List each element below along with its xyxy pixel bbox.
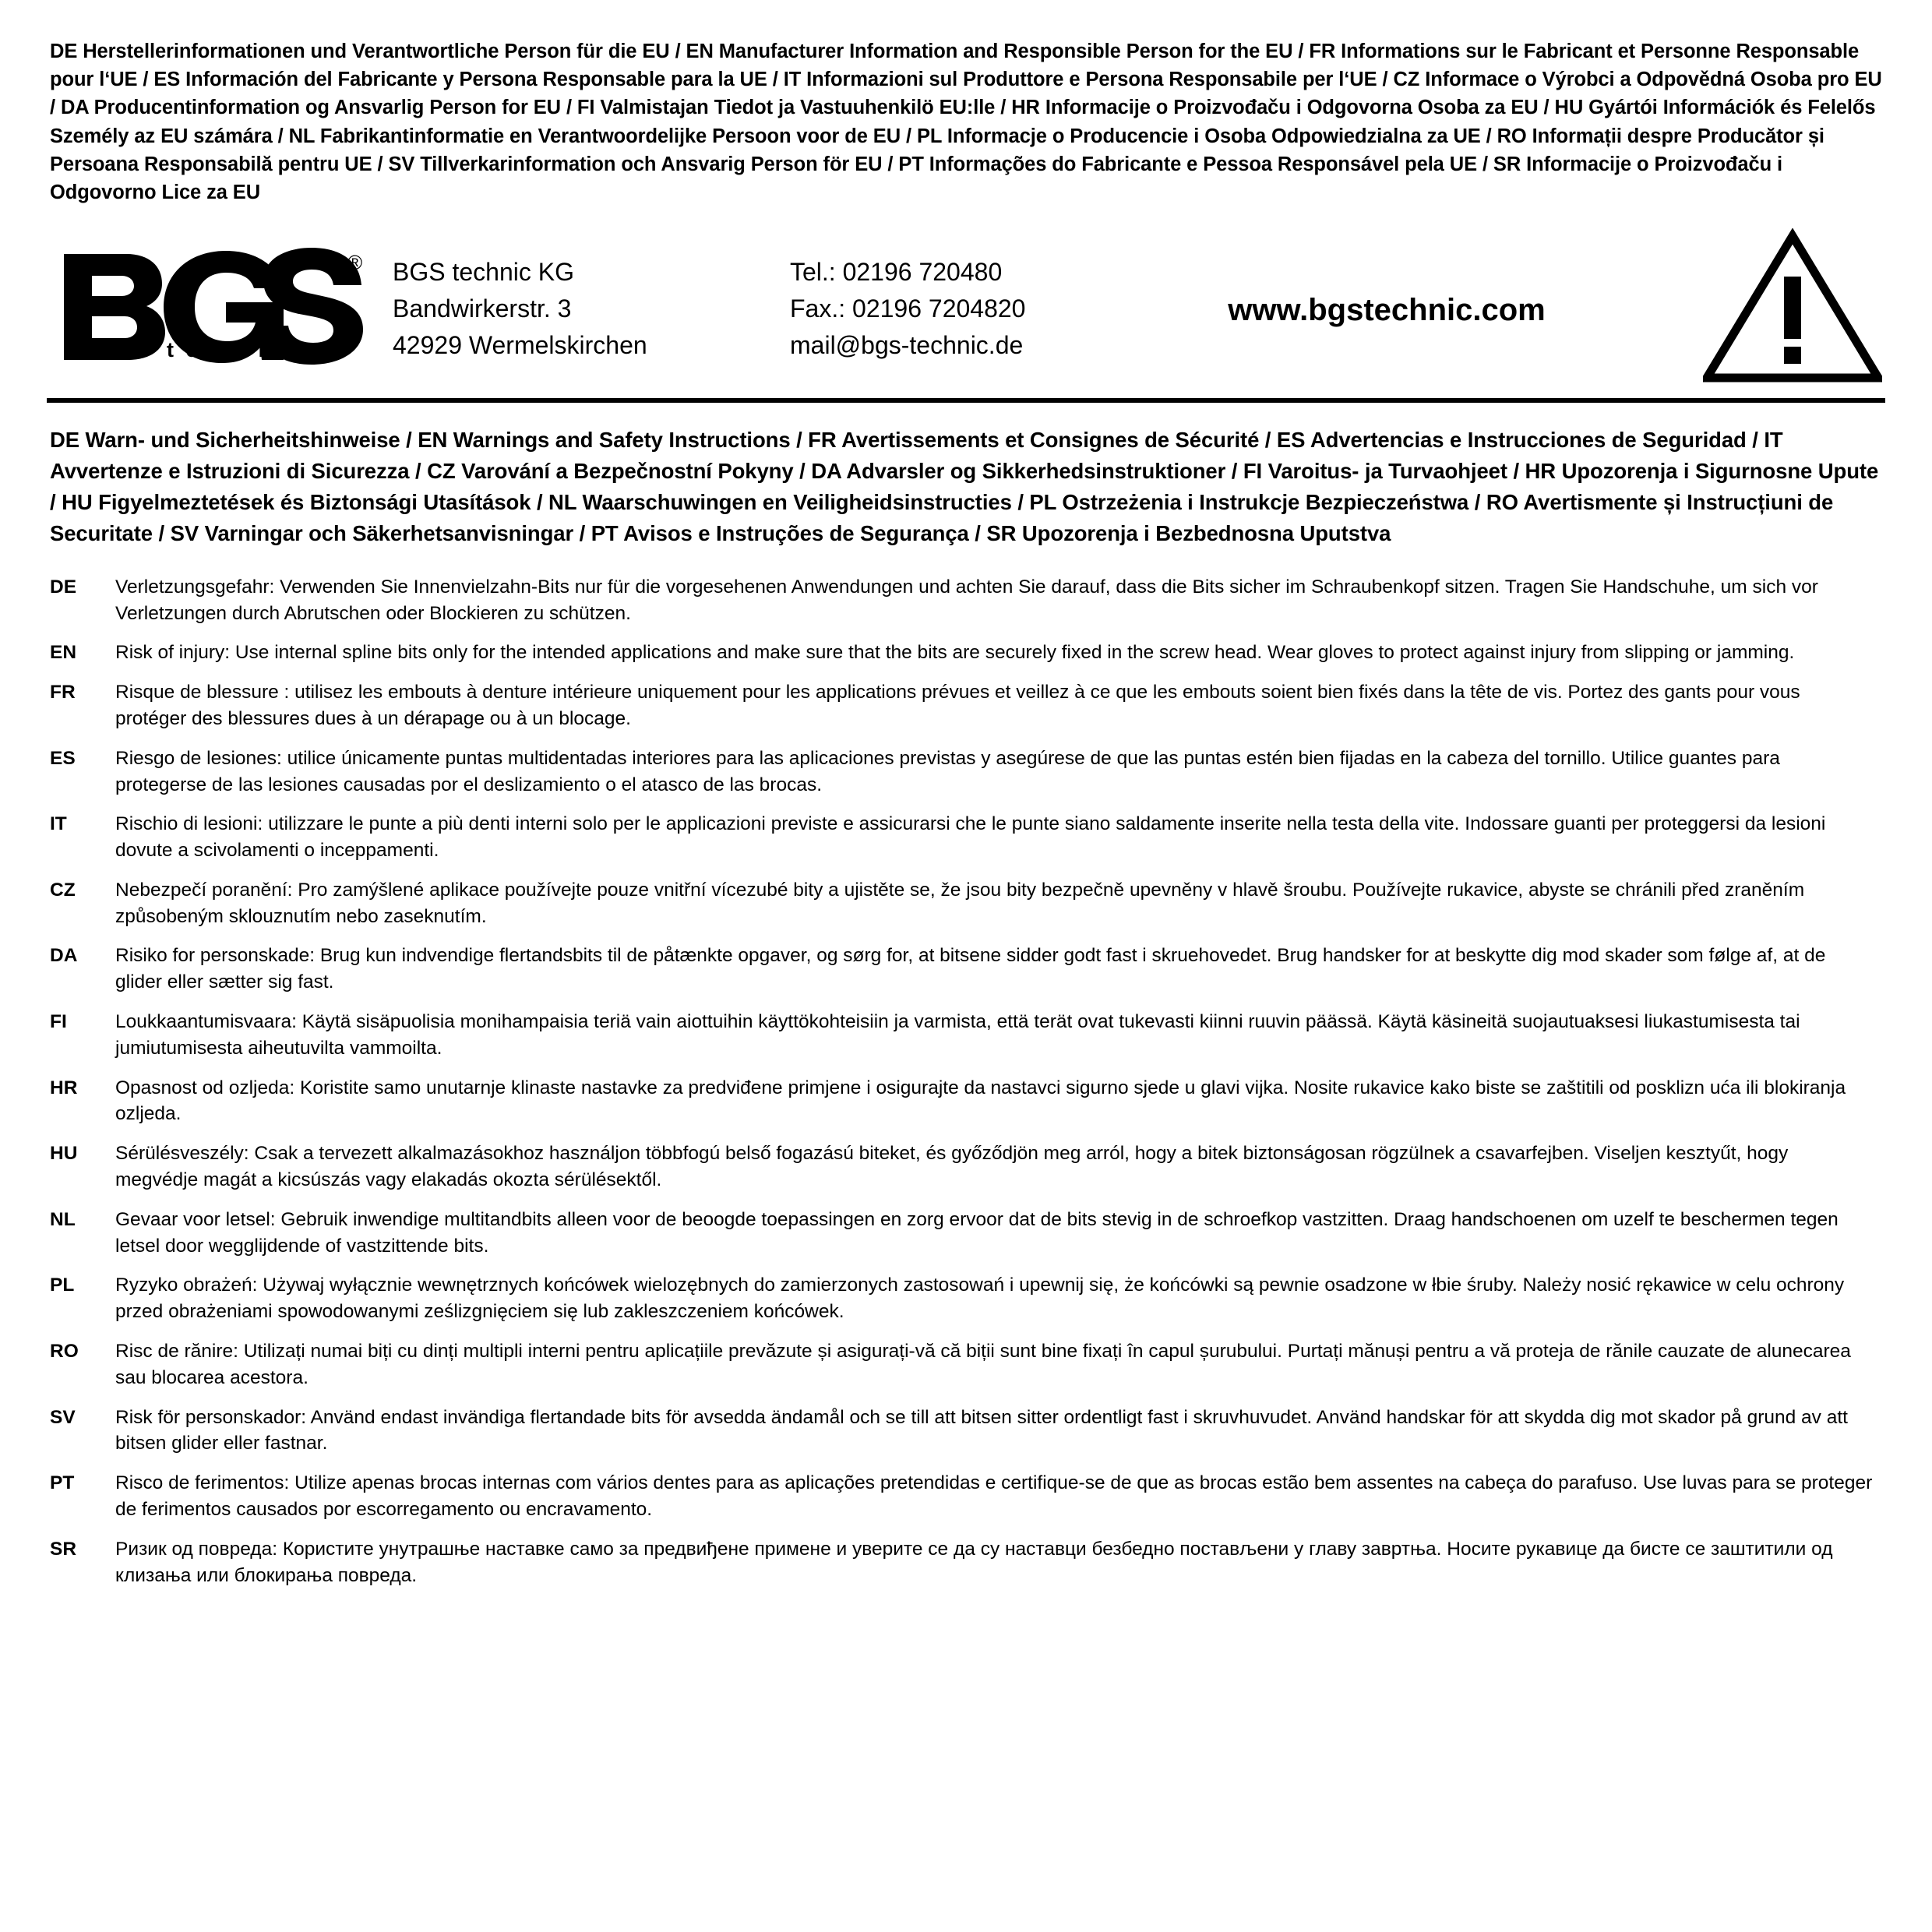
- language-code: FI: [50, 1011, 67, 1033]
- company-website: www.bgstechnic.com: [1228, 292, 1546, 327]
- language-text: Sérülésveszély: Csak a tervezett alkalmazásokhoz használjon többfogú belső fogazású biteket, és győződjön meg arról, hogy a bitek biztonságosan rögzülnek a csavarfejben. Viseljen kesztyűt, hogy megvédje magát a kicsúszás vagy elakadás okozta sérülésektől.: [115, 1143, 1789, 1191]
- language-code: SV: [50, 1406, 76, 1428]
- list-item: [50, 1338, 1882, 1391]
- list-item: [50, 1405, 1882, 1458]
- language-code: CZ: [50, 879, 76, 901]
- language-text: Rischio di lesioni: utilizzare le punte a più denti interni solo per le applicazioni previste e assicurarsi che le punte siano saldamente inserite nella testa della vite. Indossare guanti per proteggersi da lesioni dovute a scivolamenti o inceppamenti.: [115, 813, 1826, 862]
- company-name: BGS technic KG: [393, 258, 574, 287]
- warnings-heading: DE Warn- und Sicherheitshinweise / EN Warnings and Safety Instructions / FR Avertissements et Consignes de Sécurité / ES Advertencias e Instrucciones de Seguridad / IT Avvertenze e Istruzioni di Sicurezza / CZ Varování a Bezpečnostní Pokyny / DA Advarsler og Sikkerhedsinstruktioner / FI Varoitus- ja Turvaohjeet / HR Upozorenja i Sigurnosne Upute / HU Figyelmeztetések és Biztonsági Utasítások / NL Waarschuwingen en Veiligheidsinstructies / PL Ostrzeżenia i Instrukcje Bezpieczeństwa / RO Avertismente și Instrucțiuni de Securitate / SV Varningar och Säkerhetsanvisningar / PT Avisos e Instruções de Segurança / SR Upozorenja i Bezbednosna Uputstva: [50, 428, 1879, 545]
- language-code: HR: [50, 1077, 78, 1098]
- language-code: RO: [50, 1341, 79, 1363]
- language-code: SR: [50, 1538, 77, 1560]
- language-code: DE: [50, 576, 77, 598]
- language-text: Risc de rănire: Utilizați numai biți cu dinți multipli interni pentru aplicațiile prevăzute și asigurați-vă că biții sunt bine fixați în capul șurubului. Purtați mănuși pentru a vă proteja de rănile cauzate de alunecarea sau blocarea acestora.: [115, 1341, 1851, 1388]
- list-item: [50, 877, 1882, 930]
- language-text: Loukkaantumisvaara: Käytä sisäpuolisia monihampaisia teriä vain aiottuihin käyttökohteisiin ja varmista, että terät ovat tukevasti kiinni ruuvin päässä. Käytä käsineitä suojautuaksesi liukastumisesta tai jumiutumisesta aiheutuvilta vammoilta.: [115, 1011, 1800, 1059]
- company-phone: Tel.: 02196 720480: [790, 258, 1003, 287]
- language-code: ES: [50, 747, 76, 769]
- language-text: Verletzungsgefahr: Verwenden Sie Innenvielzahn-Bits nur für die vorgesehenen Anwendungen und achten Sie darauf, dass die Bits sicher im Schraubenkopf sitzen. Tragen Sie Handschuhe, um sich vor Verletzungen durch Abrutschen oder Blockieren zu schützen.: [115, 576, 1818, 624]
- language-text: Opasnost od ozljeda: Koristite samo unutarnje klinaste nastavke za predviđene primjene i osigurajte da nastavci sigurno sjede u glavi vijka. Nosite rukavice kako biste se zaštitili od posklizn uća ili blokiranja ozljeda.: [115, 1077, 1846, 1125]
- list-item: [50, 1009, 1882, 1062]
- language-text: Risk of injury: Use internal spline bits only for the intended applications and make sure that the bits are securely fixed in the screw head. Wear gloves to protect against injury from slipping or jamming.: [115, 642, 1795, 664]
- bgs-logo-icon: [58, 248, 369, 365]
- list-item: [50, 746, 1882, 799]
- svg-text:t e c h n i c: t e c h n i c: [167, 338, 316, 362]
- language-code: IT: [50, 813, 67, 835]
- company-address: [393, 249, 790, 363]
- language-code: HU: [50, 1143, 78, 1165]
- company-contact: [790, 249, 1125, 363]
- language-text: Risco de ferimentos: Utilize apenas brocas internas com vários dentes para as aplicações pretendidas e certifique-se de que as brocas estão bem assentes na cabeça do parafuso. Use luvas para se proteger de ferimentos causados por escorregamento ou encravamento.: [115, 1472, 1873, 1521]
- list-item: [50, 811, 1882, 864]
- language-code: EN: [50, 642, 77, 664]
- list-item: [50, 1141, 1882, 1193]
- list-item: [50, 1470, 1882, 1523]
- list-item: [50, 1536, 1882, 1589]
- warning-triangle-icon: [1703, 228, 1882, 384]
- language-code: FR: [50, 682, 76, 703]
- language-text: Nebezpečí poranění: Pro zamýšlené aplikace používejte pouze vnitřní vícezubé bity a ujistěte se, že jsou bity bezpečně upevněny v hlavě šroubu. Používejte rukavice, abyste se chránili před zraněním způsobeným sklouznutím nebo zaseknutím.: [115, 879, 1805, 927]
- company-city: 42929 Wermelskirchen: [393, 330, 647, 359]
- language-code: NL: [50, 1208, 76, 1230]
- language-text: Risque de blessure : utilisez les embouts à denture intérieure uniquement pour les applications prévues et veillez à ce que les embouts soient bien fixés dans la tête de vis. Portez des gants pour vous protéger des blessures dues à un dérapage ou à un blocage.: [115, 682, 1800, 729]
- language-text: Risiko for personskade: Brug kun indvendige flertandsbits til de påtænkte opgaver, og sørg for, at bitsene sidder godt fast i skruehovedet. Brug handsker for at beskytte dig mod skader som følge af, at de glider eller sætter sig fast.: [115, 945, 1826, 993]
- language-text: Ризик од повреда: Користите унутрашње наставке само за предвиђене примене и уверите се да су наставци безбедно постављени у главу завртња. Носите рукавице да бисте се заштитили од клизања или блокирања повреда.: [115, 1538, 1833, 1586]
- language-text: Riesgo de lesiones: utilice únicamente puntas multidentadas interiores para las aplicaciones previstas y asegúrese de que las puntas estén bien fijadas en la cabeza del tornillo. Utilice guantes para protegerse de las lesiones causadas por el deslizamiento o el atasco de las brocas.: [115, 747, 1780, 795]
- company-street: Bandwirkerstr. 3: [393, 294, 572, 323]
- bgs-logo: [50, 248, 393, 365]
- warning-triangle: [1680, 228, 1882, 384]
- company-info-band: [47, 224, 1885, 403]
- safety-instructions-list: [47, 574, 1885, 1589]
- list-item: [50, 640, 1882, 666]
- list-item: [50, 679, 1882, 732]
- language-code: DA: [50, 945, 78, 967]
- svg-text:®: ®: [347, 251, 363, 275]
- list-item: [50, 1207, 1882, 1260]
- language-text: Gevaar voor letsel: Gebruik inwendige multitandbits alleen voor de beoogde toepassingen en zorg ervoor dat de bits stevig in de schroefkop vastzitten. Draag handschoenen om uzelf te beschermen tegen letsel door wegglijdende of vastzittende bits.: [115, 1208, 1839, 1257]
- list-item: [50, 943, 1882, 996]
- language-text: Ryzyko obrażeń: Używaj wyłącznie wewnętrznych końcówek wielozębnych do zamierzonych zastosowań i upewnij się, że końcówki są pewnie osadzone w łbie śruby. Należy nosić rękawice w celu ochrony przed obrażeniami spowodowanymi ześlizgnięciem się lub zakleszczeniem końcówek.: [115, 1274, 1845, 1323]
- company-fax: Fax.: 02196 7204820: [790, 294, 1026, 323]
- list-item: [50, 1272, 1882, 1325]
- language-code: PL: [50, 1274, 75, 1296]
- list-item: [50, 574, 1882, 627]
- list-item: [50, 1075, 1882, 1128]
- company-email: mail@bgs-technic.de: [790, 330, 1024, 359]
- language-code: PT: [50, 1472, 75, 1494]
- language-text: Risk för personskador: Använd endast invändiga flertandade bits för avsedda ändamål och se till att bitsen sitter ordentligt fast i skruvhuvudet. Använd handskar för att skydda dig mot skador på grund av att bitsen glider eller fastnar.: [115, 1406, 1848, 1454]
- manufacturer-info-heading: DE Herstellerinformationen und Verantwortliche Person für die EU / EN Manufacturer Information and Responsible Person for the EU / FR Informations sur le Fabricant et Personne Responsable pour l‘UE / ES Información del Fabricante y Persona Responsable para la UE / IT Informazioni sul Produttore e Persona Responsabile per l‘UE / CZ Informace o Výrobci a Odpovědná Osoba pro EU / DA Producentinformation og Ansvarlig Person for EU / FI Valmistajan Tiedot ja Vastuuhenkilö EU:lle / HR Informacije o Proizvođaču i Odgovorna Osoba za EU / HU Gyártói Információk és Felelős Személy az EU számára / NL Fabrikantinformatie en Verantwoordelijke Persoon voor de EU / PL Informacje o Producencie i Osoba Odpowiedzialna za UE / RO Informații despre Producător și Persoana Responsabilă pentru UE / SV Tillverkarinformation och Ansvarig Person för EU / PT Informações do Fabricante e Pessoa Responsável pela UE / SR Informacije o Proizvođaču i Odgovorno Lice za EU: [50, 41, 1882, 204]
